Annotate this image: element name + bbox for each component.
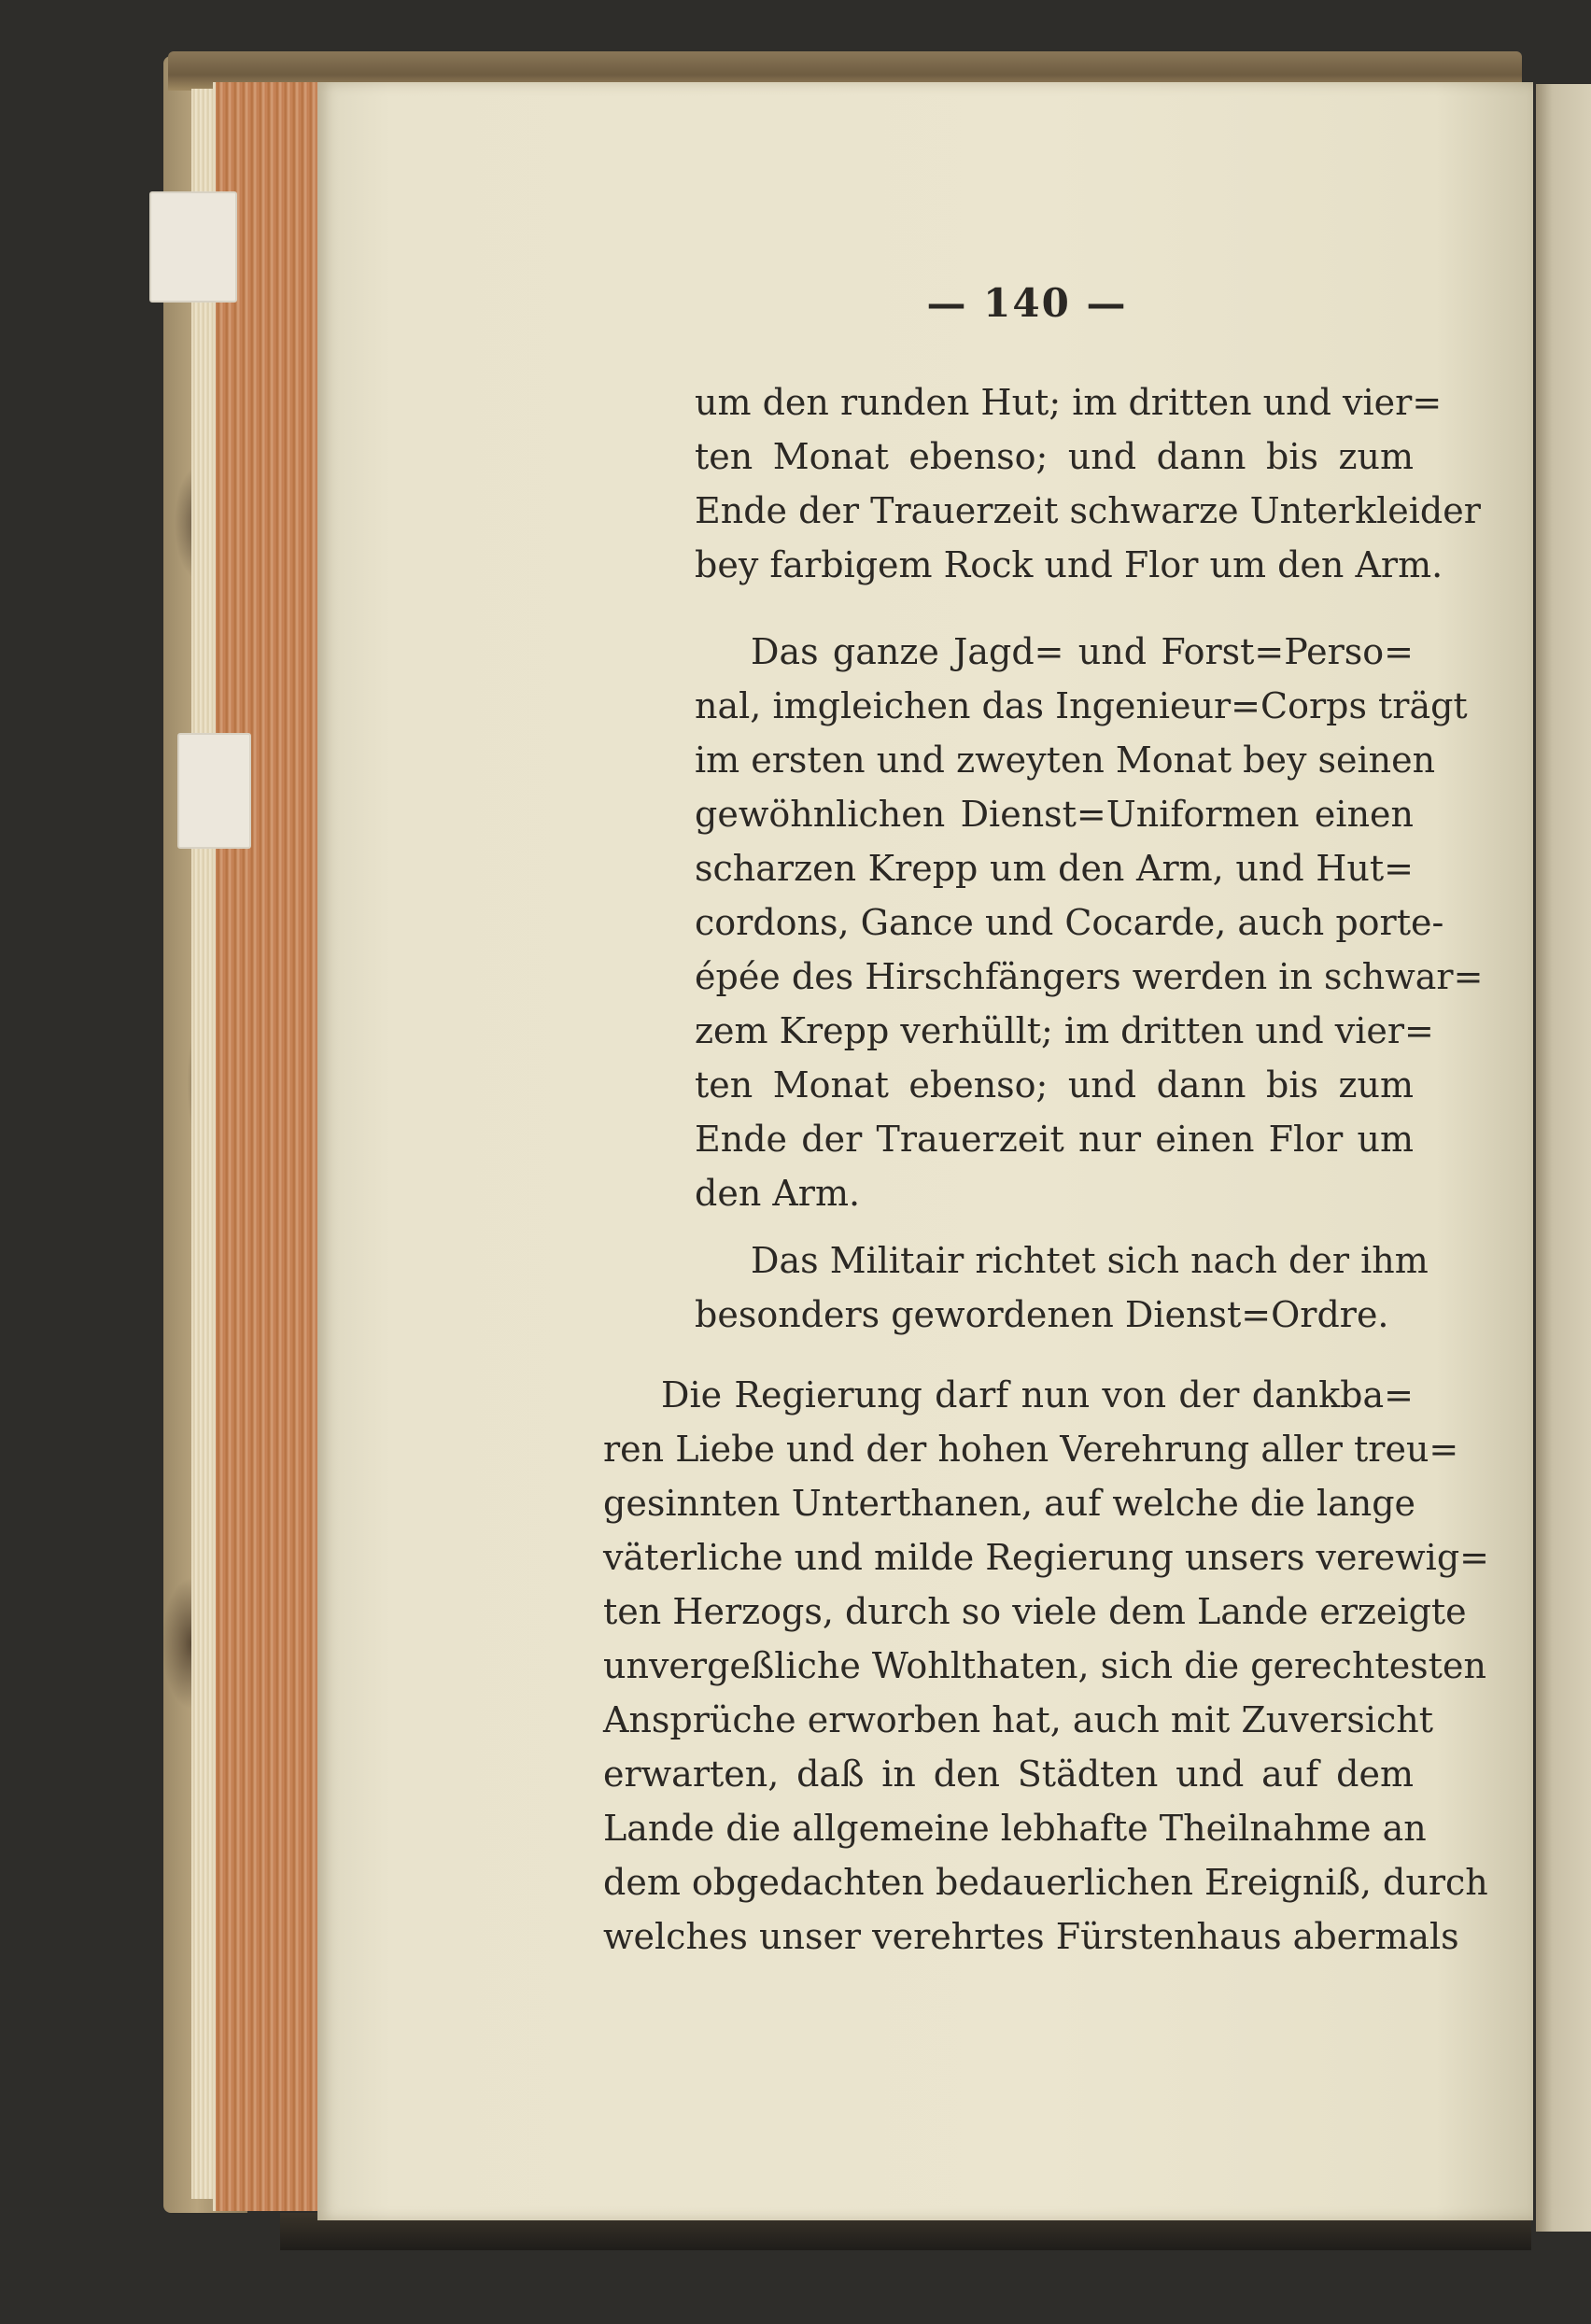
text-line: ten Monat ebenso; und dann bis zum bbox=[695, 1064, 1414, 1106]
text-line: Ansprüche erworben hat, auch mit Zuversicht bbox=[603, 1699, 1434, 1740]
text-line: den Arm. bbox=[695, 1173, 861, 1214]
text-line: Die Regierung darf nun von der dankba= bbox=[661, 1374, 1414, 1416]
text-line: ten Herzogs, durch so viele dem Lande erzeigte bbox=[603, 1591, 1467, 1632]
text-line: besonders gewordenen Dienst=Ordre. bbox=[695, 1294, 1389, 1335]
page-stack bbox=[213, 82, 318, 2211]
text-line: unvergeßliche Wohlthaten, sich die gerechtesten bbox=[603, 1645, 1486, 1686]
text-line: cordons, Gance und Cocarde, auch porte- bbox=[695, 902, 1444, 943]
text-line: gesinnten Unterthanen, auf welche die lange bbox=[603, 1483, 1416, 1524]
text-line: welches unser verehrtes Fürstenhaus abermals bbox=[603, 1916, 1459, 1957]
text-line: dem obgedachten bedauerlichen Ereigniß, durch bbox=[603, 1862, 1488, 1903]
text-line: Das ganze Jagd= und Forst=Perso= bbox=[751, 631, 1414, 672]
text-line: gewöhnlichen Dienst=Uniformen einen bbox=[695, 794, 1414, 835]
text-line: zem Krepp verhüllt; im dritten und vier= bbox=[695, 1010, 1434, 1051]
text-line: bey farbigem Rock und Flor um den Arm. bbox=[695, 544, 1443, 585]
facing-page-edge bbox=[1536, 84, 1591, 2232]
paper-tab bbox=[149, 191, 237, 303]
text-line: Ende der Trauerzeit schwarze Unterkleider bbox=[695, 490, 1481, 531]
text-line: im ersten und zweyten Monat bey seinen bbox=[695, 739, 1436, 781]
text-line: nal, imgleichen das Ingenieur=Corps trägt bbox=[695, 685, 1468, 726]
text-line: ten Monat ebenso; und dann bis zum bbox=[695, 436, 1414, 477]
page-number: — 140 — bbox=[926, 280, 1128, 326]
text-line: Ende der Trauerzeit nur einen Flor um bbox=[695, 1119, 1414, 1160]
text-line: väterliche und milde Regierung unsers verewig= bbox=[603, 1537, 1489, 1578]
text-line: Lande die allgemeine lebhafte Theilnahme an bbox=[603, 1808, 1427, 1849]
text-line: scharzen Krepp um den Arm, und Hut= bbox=[695, 848, 1414, 889]
text-line: Das Militair richtet sich nach der ihm bbox=[751, 1240, 1429, 1281]
paper-tab bbox=[177, 733, 251, 849]
text-line: um den runden Hut; im dritten und vier= bbox=[695, 382, 1443, 423]
text-line: ren Liebe und der hohen Verehrung aller treu= bbox=[603, 1429, 1459, 1470]
text-line: épée des Hirschfängers werden in schwar= bbox=[695, 956, 1484, 997]
text-line: erwarten, daß in den Städten und auf dem bbox=[603, 1754, 1414, 1795]
